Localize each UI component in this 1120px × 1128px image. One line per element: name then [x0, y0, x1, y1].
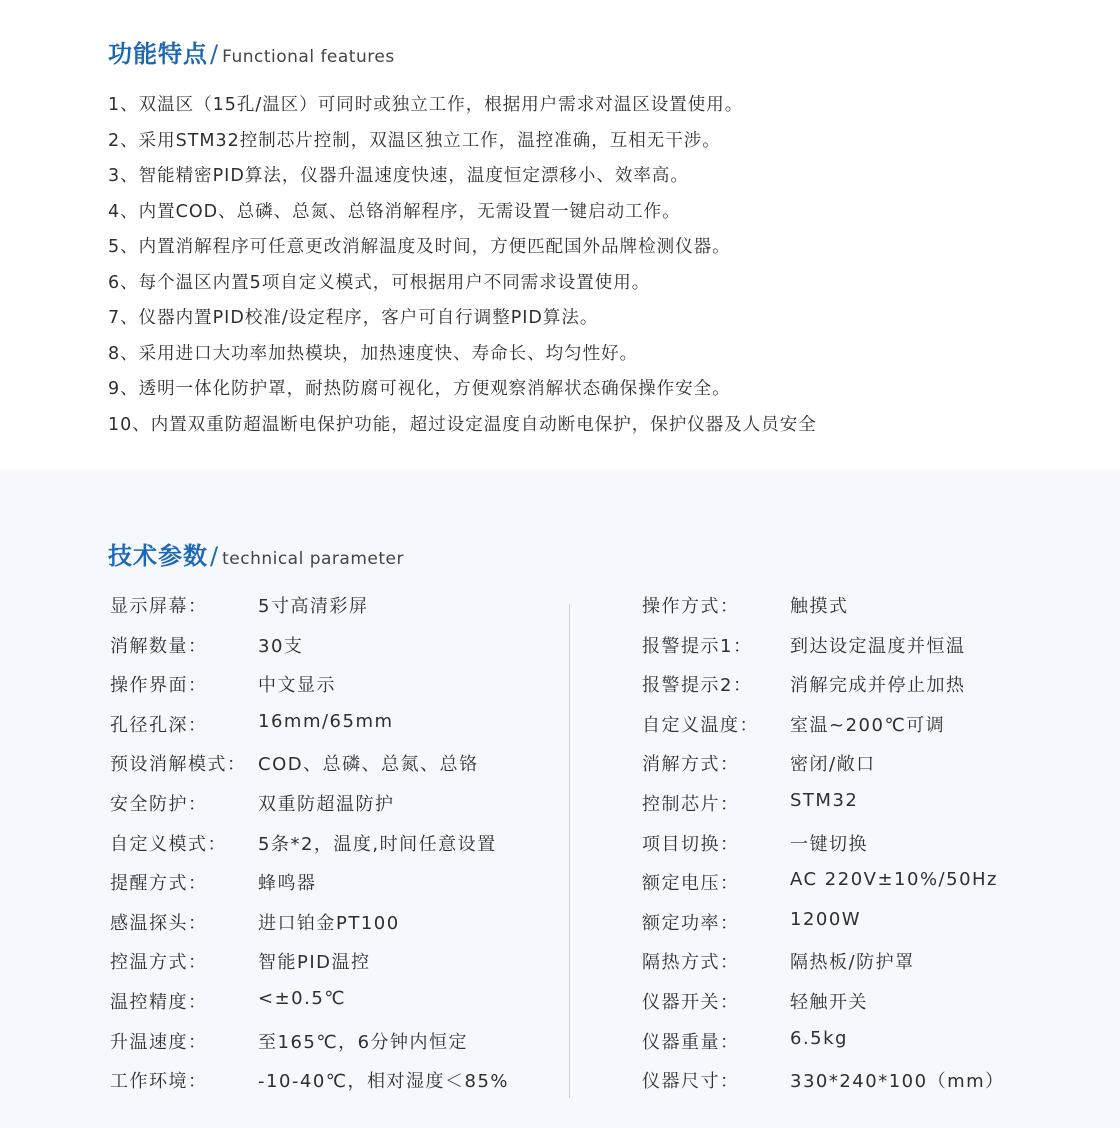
param-row [642, 1028, 1082, 1068]
param-row [642, 632, 1082, 672]
param-value: -10-40℃，相对湿度＜85% [258, 1071, 510, 1093]
param-value: 室温~200℃可调 [790, 714, 946, 736]
param-label: 消解数量： [110, 635, 208, 657]
param-label: 显示屏幕： [110, 596, 208, 617]
param-label: 操作界面： [110, 675, 208, 697]
param-label: 报警提示1： [642, 635, 753, 657]
param-value: 至165℃，6分钟内恒定 [258, 1031, 469, 1053]
param-label: 预设消解模式： [110, 754, 247, 776]
feature-item: 7、仪器内置PID校准/设定程序，客户可自行调整PID算法。 [108, 308, 599, 328]
param-label: 操作方式： [642, 596, 740, 617]
param-value: 中文显示 [258, 675, 336, 697]
param-value: 轻触开关 [790, 991, 868, 1013]
param-row [110, 632, 550, 672]
param-row [642, 869, 1082, 909]
param-row [110, 948, 550, 988]
param-value: 智能PID温控 [258, 952, 371, 974]
params-heading [108, 536, 404, 571]
param-row [110, 790, 550, 830]
param-row [110, 750, 550, 790]
param-label: 仪器重量： [642, 1031, 740, 1053]
param-row [110, 830, 550, 870]
param-label: 提醒方式： [110, 873, 208, 895]
column-divider [569, 604, 570, 1098]
param-row [110, 711, 550, 751]
params-left-column [110, 592, 550, 1107]
param-value: 蜂鸣器 [258, 873, 317, 895]
param-value: 双重防超温防护 [258, 793, 395, 815]
param-label: 升温速度： [110, 1031, 208, 1053]
param-row [642, 592, 1082, 632]
param-row [642, 671, 1082, 711]
features-heading [108, 34, 395, 69]
param-row [642, 711, 1082, 751]
feature-item: 2、采用STM32控制芯片控制，双温区独立工作，温控准确，互相无干涉。 [108, 130, 721, 151]
param-value: 6.5kg [790, 1027, 848, 1049]
param-value: COD、总磷、总氮、总铬 [258, 754, 479, 776]
feature-item: 9、透明一体化防护罩，耐热防腐可视化，方便观察消解状态确保操作安全。 [108, 379, 731, 399]
param-value: 5条*2，温度,时间任意设置 [258, 833, 497, 855]
param-row [642, 948, 1082, 988]
param-row [110, 671, 550, 711]
param-value: STM32 [790, 789, 859, 811]
params-right-column [642, 592, 1082, 1107]
param-row [110, 592, 550, 632]
param-value: 密闭/敞口 [790, 754, 876, 776]
param-value: 一键切换 [790, 833, 868, 855]
param-value: 触摸式 [790, 596, 849, 617]
param-label: 额定功率： [642, 912, 740, 934]
param-label: 仪器开关： [642, 991, 740, 1013]
features-section [0, 0, 1120, 470]
feature-item: 4、内置COD、总磷、总氮、总铬消解程序，无需设置一键启动工作。 [108, 201, 681, 222]
param-value: 隔热板/防护罩 [790, 952, 915, 974]
param-label: 安全防护： [110, 793, 208, 815]
feature-item: 6、每个温区内置5项自定义模式，可根据用户不同需求设置使用。 [108, 272, 651, 293]
feature-item: 8、采用进口大功率加热模块，加热速度快、寿命长、均匀性好。 [108, 343, 639, 364]
param-row [642, 790, 1082, 830]
feature-item: 3、智能精密PID算法，仪器升温速度快速，温度恒定漂移小、效率高。 [108, 166, 689, 186]
param-row [110, 1028, 550, 1068]
param-label: 报警提示2： [642, 675, 753, 697]
param-label: 额定电压： [642, 873, 740, 895]
param-value: 330*240*100（mm） [790, 1071, 1005, 1093]
param-label: 温控精度： [110, 991, 208, 1013]
features-title-cn: 功能特点 [108, 40, 208, 68]
param-label: 控温方式： [110, 952, 208, 974]
param-row [642, 830, 1082, 870]
features-title-en: Functional features [222, 47, 395, 67]
params-title-cn: 技术参数 [108, 542, 208, 570]
params-title-en: technical parameter [222, 549, 404, 569]
param-row [642, 1067, 1082, 1107]
feature-item: 1、双温区（15孔/温区）可同时或独立工作，根据用户需求对温区设置使用。 [108, 95, 744, 115]
param-row [642, 909, 1082, 949]
param-value: 30支 [258, 635, 304, 657]
param-value: 到达设定温度并恒温 [790, 635, 966, 657]
param-row [110, 909, 550, 949]
param-row [110, 869, 550, 909]
param-label: 消解方式： [642, 754, 740, 776]
param-label: 工作环境： [110, 1071, 208, 1093]
feature-item: 5、内置消解程序可任意更改消解温度及时间，方便匹配国外品牌检测仪器。 [108, 237, 731, 257]
param-label: 仪器尺寸： [642, 1071, 740, 1093]
param-row [642, 988, 1082, 1028]
param-value: 5寸高清彩屏 [258, 596, 369, 617]
param-value: 1200W [790, 908, 862, 930]
param-label: 隔热方式： [642, 952, 740, 974]
param-value: 进口铂金PT100 [258, 912, 400, 934]
features-list [108, 88, 817, 443]
features-title-slash: / [210, 40, 219, 68]
param-label: 自定义模式： [110, 833, 227, 855]
param-row [110, 1067, 550, 1107]
param-value: 消解完成并停止加热 [790, 675, 966, 697]
param-label: 孔径孔深： [110, 714, 208, 736]
param-row [110, 988, 550, 1028]
feature-item: 10、内置双重防超温断电保护功能，超过设定温度自动断电保护，保护仪器及人员安全 [108, 414, 817, 435]
param-row [642, 750, 1082, 790]
params-title-slash: / [210, 542, 219, 570]
param-label: 感温探头： [110, 912, 208, 934]
param-label: 自定义温度： [642, 714, 759, 736]
param-value: AC 220V±10%/50Hz [790, 869, 998, 891]
param-label: 控制芯片： [642, 793, 740, 815]
param-value: 16mm/65mm [258, 710, 394, 732]
param-label: 项目切换： [642, 833, 740, 855]
param-value: <±0.5℃ [258, 987, 347, 1009]
